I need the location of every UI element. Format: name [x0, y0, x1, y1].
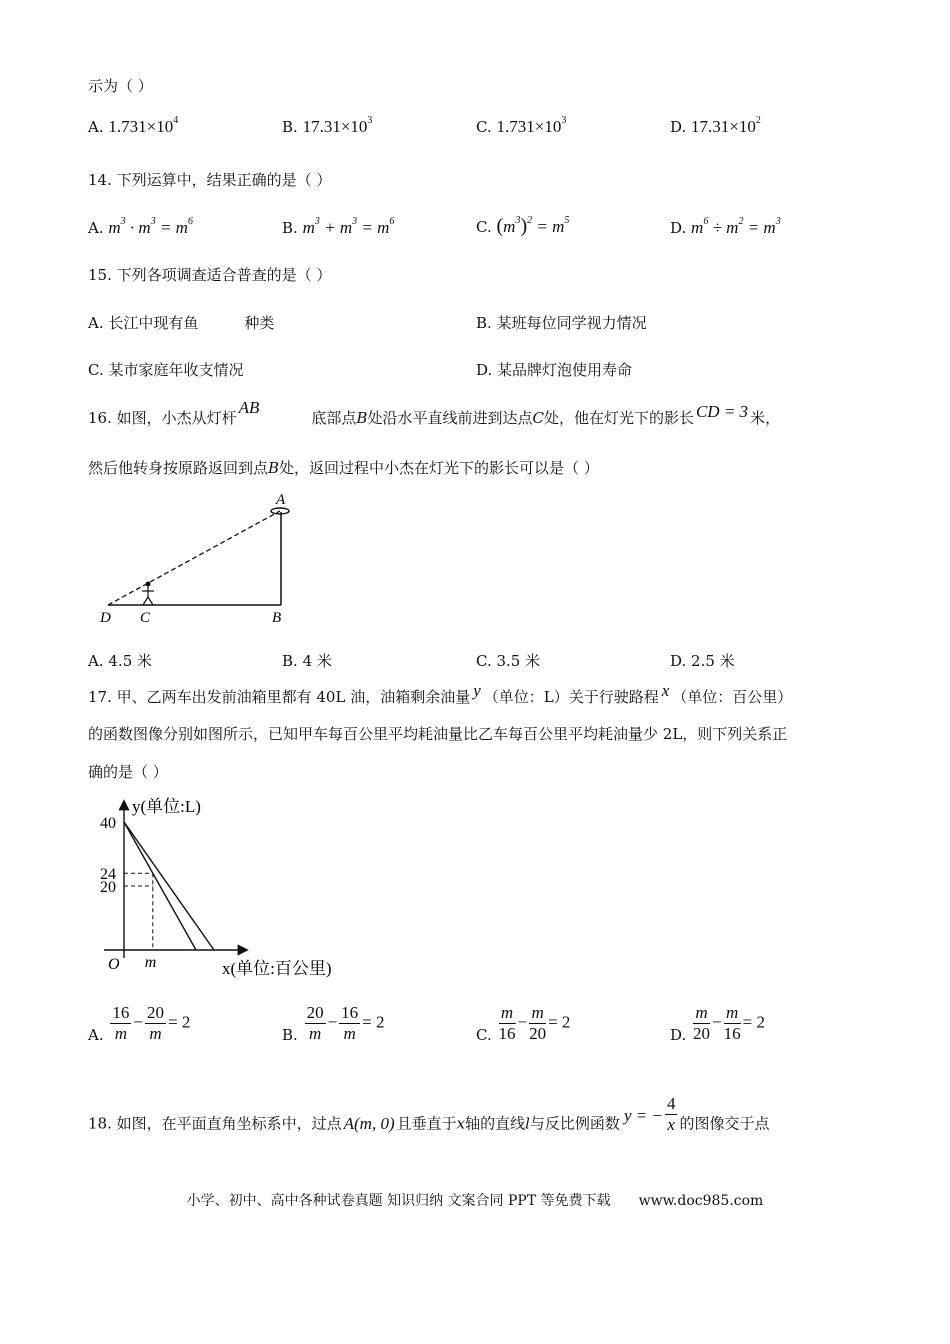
q14-option-a: A. $m^3 \cdot m^3 = m^6$ [88, 216, 193, 237]
q16-option-a: A. 4.5 米 [88, 652, 153, 670]
q15-option-a: A. 长江中现有鱼 种类 [88, 314, 275, 332]
q15-option-c: C. 某市家庭年收支情况 [88, 361, 244, 379]
q16-option-b: B. 4 米 [282, 652, 332, 670]
footer-url[interactable]: www.doc985.com [638, 1193, 764, 1209]
q16-stem-line1: 16. 如图，小杰从灯杆AB底部点B处沿水平直线前进到达点C处，他在灯光下的影长 CD = 3 米， [88, 398, 781, 427]
q17-option-b: B. $\frac{20}{m}$ − $\frac{16}{m}$ = 2 [282, 1003, 385, 1044]
q13-stem-tail: 示为（ ） [88, 77, 153, 95]
x-axis-label: x(单位:百公里) [222, 959, 332, 978]
x-tick-m: m [144, 954, 157, 971]
origin-label: O [108, 956, 120, 973]
q18-stem: 18. 如图，在平面直角坐标系中，过点 A(m, 0) 且垂直于x轴的直线l与反比例函数 y = − $\frac{4}{x}$ 的图像交于点 [88, 1094, 770, 1134]
q13-option-c: C. $1.731\times 10^3$ [476, 115, 567, 136]
q15-option-b: B. 某班每位同学视力情况 [476, 314, 647, 332]
label-c: C [140, 610, 151, 626]
q17-option-d: D. $\frac{m}{20}$ − $\frac{m}{16}$ = 2 [670, 1003, 765, 1044]
y-tick-24: 24 [100, 866, 116, 884]
q16-option-c: C. 3.5 米 [476, 652, 541, 670]
q17-stem-line3: 确的是（ ） [88, 763, 168, 781]
q15-option-d: D. 某品牌灯泡使用寿命 [476, 361, 633, 379]
label-b: B [272, 610, 282, 626]
label-a: A [276, 492, 286, 508]
series-line-jia [124, 822, 214, 950]
q14-stem: 14. 下列运算中，结果正确的是（ ） [88, 171, 332, 189]
q16-figure [96, 488, 306, 628]
q17-stem-line1: 17. 甲、乙两车出发前油箱里都有 40L 油，油箱剩余油量 y （单位：L）关于行驶路程 x （单位：百公里） [88, 681, 793, 706]
light-ray [108, 511, 280, 605]
footer-text: 小学、初中、高中各种试卷真题 知识归纳 文案合同 PPT 等免费下载 [186, 1193, 611, 1209]
q16-stem-line2: 然后他转身按原路返回到点B处，返回过程中小杰在灯光下的影长可以是（ ） [88, 459, 599, 477]
page-footer [0, 1190, 950, 1210]
q17-option-a: A. $\frac{16}{m}$ − $\frac{20}{m}$ = 2 [88, 1003, 191, 1044]
q17-option-c: C. $\frac{m}{16}$ − $\frac{m}{20}$ = 2 [476, 1003, 571, 1044]
q13-option-a: A. $1.731\times 10^4$ [88, 115, 179, 136]
q14-option-d: D. $m^6 \div m^2 = m^3$ [670, 216, 781, 237]
label-d: D [100, 610, 111, 626]
q14-option-b: B. $m^3 + m^3 = m^6$ [282, 216, 395, 237]
q15-stem: 15. 下列各项调查适合普查的是（ ） [88, 266, 332, 284]
q17-stem-line2: 的函数图像分别如图所示，已知甲车每百公里平均耗油量比乙车每百公里平均耗油量少 2L，则下列关系正 [88, 725, 788, 743]
q14-option-c: C. $(m^3)^2 = m^5$ [476, 215, 570, 237]
q13-option-b: B. $17.31\times 10^3$ [282, 115, 373, 136]
y-tick-40: 40 [100, 815, 116, 832]
q16-option-d: D. 2.5 米 [670, 652, 735, 670]
y-axis-label: y(单位:L) [132, 797, 201, 816]
y-tick-20: 20 [100, 879, 116, 896]
q13-option-d: D. $17.31\times 10^2$ [670, 115, 761, 136]
q17-chart [98, 792, 368, 982]
